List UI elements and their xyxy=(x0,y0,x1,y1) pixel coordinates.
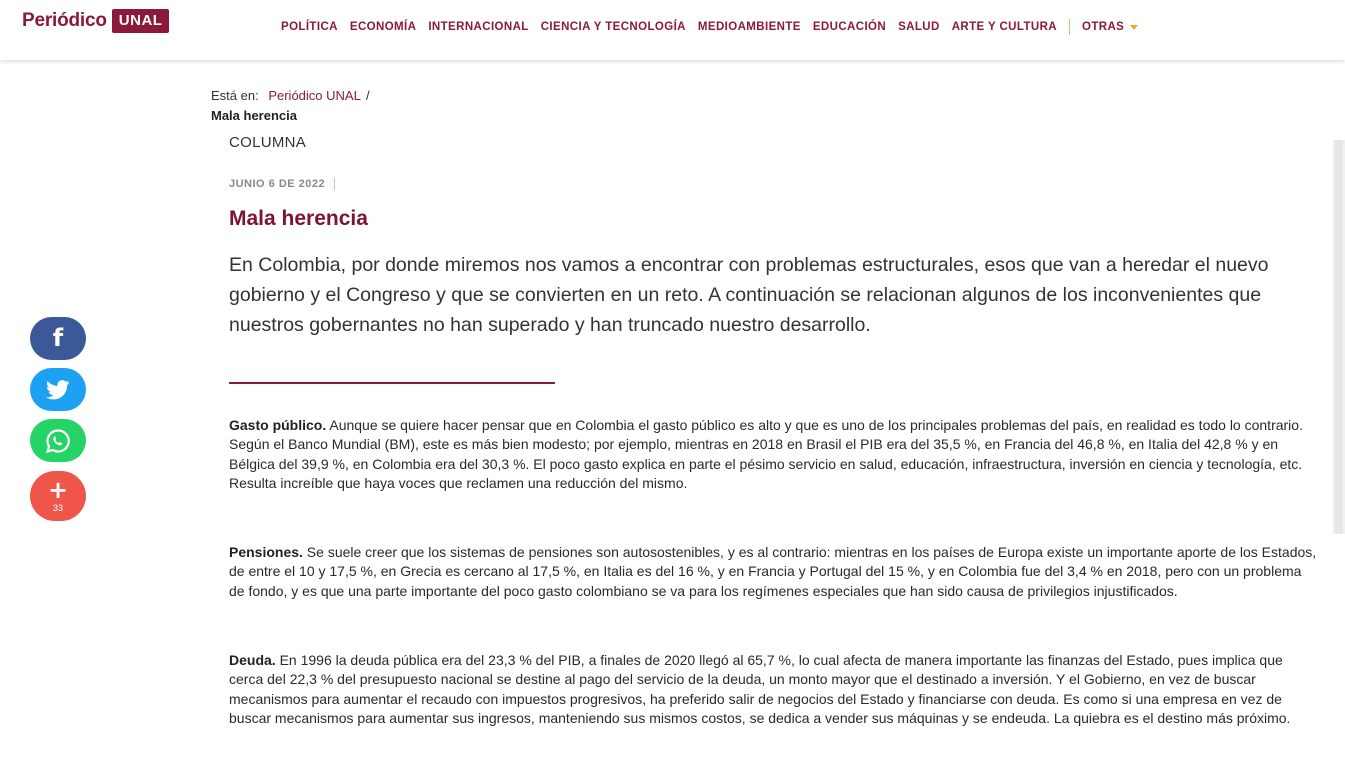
article-paragraph xyxy=(229,543,1319,601)
nav-item-salud[interactable]: SALUD xyxy=(898,21,940,33)
nav-item-medioambiente[interactable]: MEDIOAMBIENTE xyxy=(697,21,801,33)
article-section-label: COLUMNA xyxy=(229,134,307,151)
logo-text: Periódico xyxy=(22,10,107,31)
lead-divider xyxy=(229,382,555,384)
article-lead: En Colombia, por donde miremos nos vamos a encontrar con problemas estructurales, esos que van a heredar el nuevo gobierno y el Congreso y que se convierten en un reto. A continuación se relacionan algunos de los inconvenientes que nuestros gobernantes no han superado y han truncado nuestro desarrollo. xyxy=(229,254,1269,336)
article-paragraph xyxy=(229,416,1319,494)
whatsapp-icon xyxy=(45,428,71,454)
article-title: Mala herencia xyxy=(229,207,368,230)
share-more-button[interactable] xyxy=(30,471,86,521)
article-meta xyxy=(229,177,335,191)
breadcrumb xyxy=(211,86,370,126)
paragraph-heading: Deuda. xyxy=(229,652,276,668)
article-date: JUNIO 6 DE 2022 xyxy=(229,178,326,190)
facebook-icon: f xyxy=(52,323,64,352)
nav-item-economia[interactable]: ECONOMÍA xyxy=(349,21,417,33)
top-navigation-bar xyxy=(0,0,1345,60)
paragraph-text: Se suele creer que los sistemas de pensiones son autosostenibles, y es al contrario: mientras en los países de Europa existe un importante aporte de los Estados, de entre el 10 y 17,5 %, en Grecia es cercano al 17,5 %, en Italia es del 16 %, y en Francia y Portugal del 15 %, y en Colombia fue del 3,4 % en 2018, pero con un problema de fondo, y es que una parte importante del poco gasto colombiano se va para los regímenes especiales que han sido causa de privilegios injustificados. xyxy=(229,544,1317,599)
paragraph-heading: Pensiones. xyxy=(229,544,303,560)
nav-item-arte-cultura[interactable]: ARTE Y CULTURA xyxy=(951,21,1057,33)
meta-divider xyxy=(334,177,335,191)
nav-more-label: OTRAS xyxy=(1082,21,1125,33)
breadcrumb-home-link[interactable]: Periódico UNAL xyxy=(268,88,361,103)
scrollbar[interactable] xyxy=(1333,140,1345,534)
paragraph-text: En 1996 la deuda pública era del 23,3 % del PIB, a finales de 2020 llegó al 65,7 %, lo cual afecta de manera importante las finanzas del Estado, pues implica que cerca del 22,3 % del presupuesto nacional se destine al pago del servicio de la deuda, un monto mayor que el destinado a inversión. Y el Gobierno, en vez de buscar mecanismos para aumentar el recaudo con impuestos progresivos, ha preferido salir de negocios del Estado y financiarse con deuda. Es como si una empresa en vez de buscar mecanismos para aumentar sus ingresos, manteniendo sus mismos costos, se dedica a vender sus máquinas y se endeuda. La quiebra es el destino más próximo. xyxy=(229,652,1291,727)
share-facebook-button[interactable] xyxy=(30,317,86,360)
breadcrumb-label: Está en: xyxy=(211,88,259,103)
paragraph-heading: Gasto público. xyxy=(229,417,327,433)
twitter-icon xyxy=(46,380,70,400)
nav-more-dropdown[interactable] xyxy=(1082,21,1138,33)
article-paragraph xyxy=(229,651,1319,729)
share-whatsapp-button[interactable] xyxy=(30,419,86,462)
breadcrumb-current: Mala herencia xyxy=(211,108,297,123)
share-twitter-button[interactable] xyxy=(30,368,86,411)
scrollbar-thumb[interactable] xyxy=(1335,140,1343,534)
paragraph-text: Aunque se quiere hacer pensar que en Colombia el gasto público es alto y que es uno de los principales problemas del país, en realidad es todo lo contrario. Según el Banco Mundial (BM), este es más bien modesto; por ejemplo, mientras en 2018 en Brasil el PIB era del 35,5 %, en Francia del 46,8 %, en Italia del 42,8 % y en Bélgica del 39,9 %, en Colombia era del 30,3 %. El poco gasto explica en parte el pésimo servicio en salud, educación, infraestructura, inversión en ciencia y tecnología, etc. Resulta increíble que haya voces que reclamen una reducción del mismo. xyxy=(229,417,1303,492)
logo-badge: UNAL xyxy=(112,9,170,33)
site-logo[interactable] xyxy=(22,9,169,33)
nav-item-educacion[interactable]: EDUCACIÓN xyxy=(812,21,887,33)
nav-item-ciencia-tecnologia[interactable]: CIENCIA Y TECNOLOGÍA xyxy=(540,21,686,33)
chevron-down-icon xyxy=(1130,25,1138,30)
nav-divider xyxy=(1069,19,1070,35)
breadcrumb-separator: / xyxy=(365,88,370,103)
plus-icon: + xyxy=(47,476,69,504)
nav-item-internacional[interactable]: INTERNACIONAL xyxy=(428,21,529,33)
main-nav xyxy=(281,19,1138,35)
nav-item-politica[interactable]: POLÍTICA xyxy=(281,21,338,33)
share-count: 33 xyxy=(52,503,63,513)
